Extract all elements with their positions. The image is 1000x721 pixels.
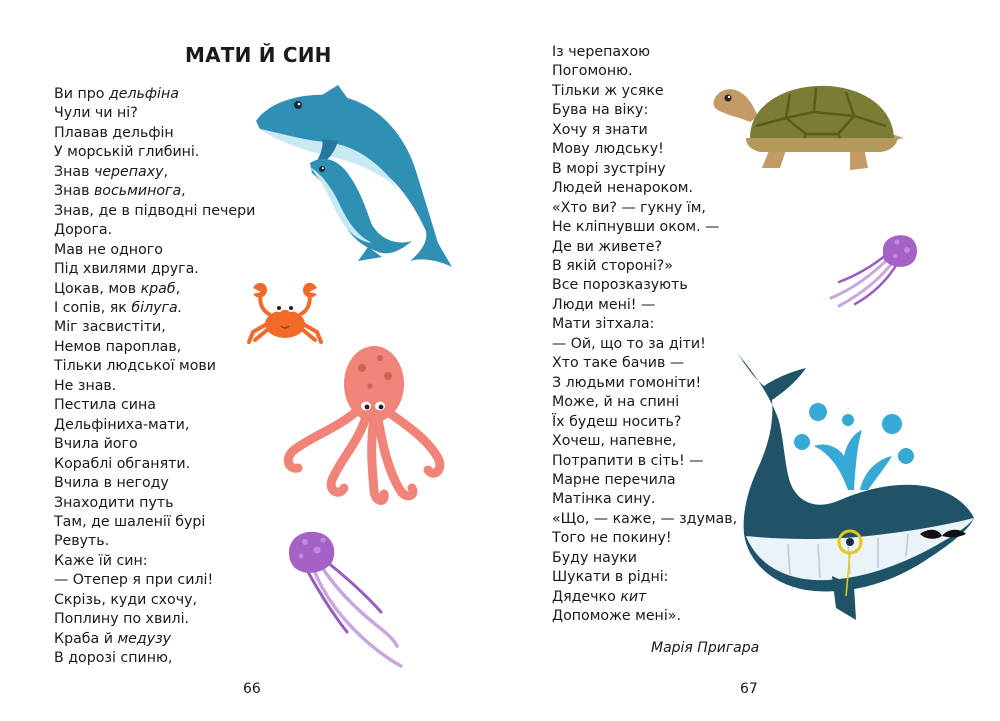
poem-line: Знав, де в підводні печери <box>54 202 256 219</box>
poem-line: Під хвилями друга. <box>54 261 199 278</box>
poem-line: Немов пароплав, <box>54 338 182 355</box>
poem-line: Хочу я знати <box>552 121 648 138</box>
poem-line: Допоможе мені». <box>552 608 681 625</box>
poem-line: Плавав дельфін <box>54 124 174 141</box>
poem-line: Хочеш, напевне, <box>552 433 677 450</box>
poem-line: Не знав. <box>54 377 117 394</box>
poem-line: Поплину по хвилі. <box>54 611 190 628</box>
poem-line: Хто таке бачив — <box>552 355 685 372</box>
page-number: 66 <box>243 681 261 697</box>
poem-line: І сопів, як білуга. <box>54 299 183 316</box>
poem-line: В якій стороні?» <box>552 257 673 274</box>
poem-line: Бува на віку: <box>552 102 649 119</box>
dolphin-illustration <box>250 85 462 275</box>
poem-line: Мав не одного <box>54 241 163 258</box>
poem-line: Ви про дельфіна <box>54 86 179 102</box>
poem-line: Може, й на спині <box>552 394 680 411</box>
poem-line: Кораблі обганяти. <box>54 455 191 472</box>
poem-line: Мати зітхала: <box>552 316 655 333</box>
poem-line: Марне перечила <box>552 471 676 488</box>
poem-line: У морській глибині. <box>54 144 200 161</box>
poem-line: Там, де шаленії бурі <box>54 513 206 530</box>
poem-line: Їх будеш носить? <box>552 413 682 430</box>
poem-line: Із черепахою <box>552 44 651 60</box>
poem-line: — Отепер я при силі! <box>54 572 214 589</box>
poem-line: Вчила його <box>54 436 138 453</box>
whale-illustration <box>728 350 978 622</box>
poem-line: З людьми гомоніти! <box>552 374 702 391</box>
jellyfish-illustration <box>825 232 920 312</box>
poem-line: Знав восьминога, <box>54 183 186 200</box>
poem-line: «Що, — каже, — здумав, <box>552 510 738 527</box>
dolphin-mother <box>256 85 452 267</box>
poem-line: Знаходити путь <box>54 494 174 511</box>
poem-line: Погомоню. <box>552 63 633 80</box>
poem-line: Того не покину! <box>552 530 672 547</box>
poem-line: Тільки людської мови <box>54 358 216 375</box>
poem-line: Каже їй син: <box>54 552 148 569</box>
poem-line: Знав черепаху, <box>54 163 169 180</box>
water-spout <box>794 403 914 490</box>
poem-line: В морі зустріну <box>552 160 666 177</box>
poem-line: Людей ненароком. <box>552 180 694 197</box>
poem-line: Чули чи ні? <box>54 105 138 122</box>
poem-line: Шукати в рідні: <box>552 569 669 586</box>
poem-title: МАТИ Й СИН <box>185 43 332 67</box>
poem-line: Вчила в негоду <box>54 475 169 492</box>
poem-line: Тільки ж усяке <box>552 82 664 99</box>
poem-line: Не кліпнувши оком. — <box>552 219 720 236</box>
poem-line: Дядечко кит <box>552 588 647 605</box>
author-name: Марія Пригара <box>651 640 760 656</box>
jellyfish-illustration <box>285 528 410 670</box>
poem-line: Потрапити в сіть! — <box>552 452 704 469</box>
poem-line: Мову людську! <box>552 141 664 158</box>
poem-line: Все порозказують <box>552 277 688 294</box>
page-number: 67 <box>740 681 758 697</box>
poem-line: Цокав, мов краб, <box>54 280 181 297</box>
poem-line: Краба й медузу <box>54 630 172 647</box>
right-page <box>500 0 1000 721</box>
poem-line: Де ви живете? <box>552 238 663 255</box>
poem-line: Скрізь, куди схочу, <box>54 591 198 608</box>
poem-line: — Ой, що то за діти! <box>552 335 706 352</box>
poem-line: Люди мені! — <box>552 296 656 313</box>
octopus-illustration <box>278 340 458 510</box>
poem-line: Буду науки <box>552 549 638 566</box>
poem-text-left <box>54 85 255 669</box>
poem-line: Міг засвистіти, <box>54 319 166 336</box>
poem-line: «Хто ви? — гукну їм, <box>552 199 706 216</box>
poem-line: Дельфіниха-мати, <box>54 416 190 433</box>
poem-line: Пестила сина <box>54 397 156 414</box>
poem-line: Ревуть. <box>54 533 110 550</box>
poem-line: Дорога. <box>54 222 113 239</box>
poem-line: В дорозі спиню, <box>54 650 173 667</box>
turtle-illustration <box>710 78 905 176</box>
poem-line: Матінка сину. <box>552 491 656 508</box>
